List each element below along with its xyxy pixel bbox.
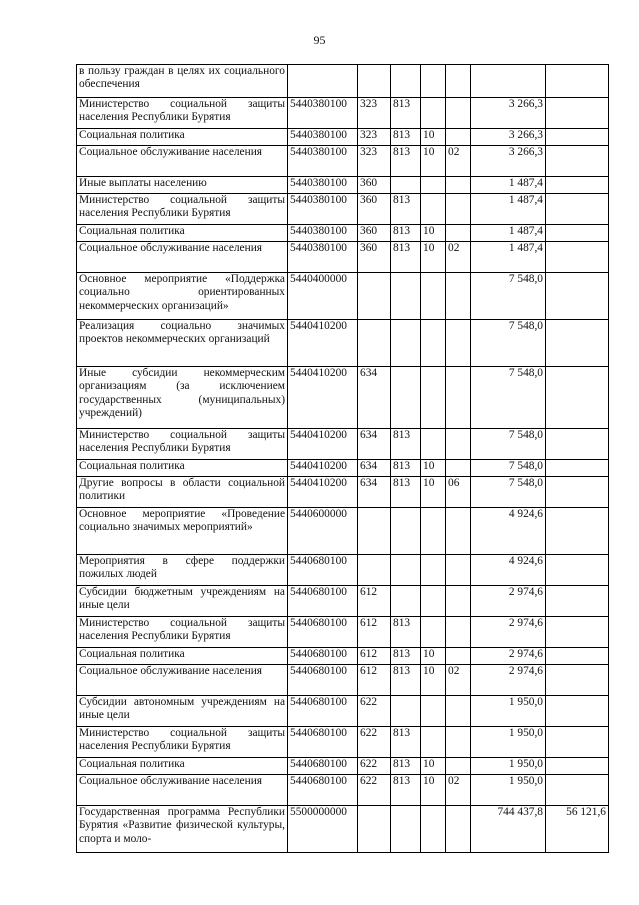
target-article-cell: 5440380100 [288,194,358,225]
ministry-code-cell: 813 [391,429,421,460]
table-row [77,225,609,242]
expense-type-cell: 323 [358,129,391,146]
row-name-cell: Социальное обслуживание населения [77,775,288,806]
row-name-cell: Государственная программа Республики Бурятия «Развитие физической культуры, спорта и моло- [77,806,288,853]
amount-2-cell: 56 121,6 [546,806,609,853]
section-cell: 10 [421,775,446,806]
row-name-cell: Социальная политика [77,129,288,146]
ministry-code-cell: 813 [391,242,421,273]
ministry-code-cell: 813 [391,648,421,665]
expense-type-cell: 634 [358,429,391,460]
section-cell [421,508,446,555]
table-row [77,367,609,429]
target-article-cell: 5440410200 [288,477,358,508]
ministry-code-cell: 813 [391,129,421,146]
target-article-cell: 5440380100 [288,98,358,129]
section-cell [421,98,446,129]
subsection-cell [446,758,471,775]
amount-2-cell [546,727,609,758]
expense-type-cell [358,65,391,98]
row-name-cell: Основное мероприятие «Поддержка социально ориентированных некоммерческих организаций» [77,273,288,320]
expense-type-cell: 323 [358,146,391,177]
section-cell [421,320,446,367]
amount-cell: 1 487,4 [471,177,546,194]
amount-2-cell [546,648,609,665]
target-article-cell: 5440680100 [288,696,358,727]
target-article-cell: 5440600000 [288,508,358,555]
section-cell: 10 [421,129,446,146]
subsection-cell: 02 [446,146,471,177]
target-article-cell: 5440680100 [288,648,358,665]
expense-type-cell: 360 [358,225,391,242]
table-row [77,555,609,586]
subsection-cell: 02 [446,242,471,273]
expense-type-cell [358,273,391,320]
amount-cell: 7 548,0 [471,429,546,460]
target-article-cell: 5440680100 [288,727,358,758]
ministry-code-cell: 813 [391,665,421,696]
table-row [77,696,609,727]
section-cell: 10 [421,477,446,508]
amount-cell: 3 266,3 [471,129,546,146]
row-name-cell: Министерство социальной защиты населения Республики Бурятия [77,727,288,758]
table-row [77,177,609,194]
amount-cell: 1 950,0 [471,758,546,775]
amount-cell: 2 974,6 [471,617,546,648]
table-row [77,617,609,648]
amount-cell: 744 437,8 [471,806,546,853]
target-article-cell: 5440410200 [288,367,358,429]
ministry-code-cell [391,320,421,367]
subsection-cell [446,129,471,146]
expense-type-cell: 360 [358,194,391,225]
subsection-cell [446,648,471,665]
table-row [77,648,609,665]
row-name-cell: Социальная политика [77,225,288,242]
target-article-cell: 5440380100 [288,242,358,273]
table-row [77,194,609,225]
section-cell [421,696,446,727]
section-cell [421,429,446,460]
table-row [77,508,609,555]
subsection-cell: 02 [446,665,471,696]
amount-cell: 4 924,6 [471,555,546,586]
ministry-code-cell [391,586,421,617]
table-row [77,429,609,460]
amount-2-cell [546,177,609,194]
amount-2-cell [546,273,609,320]
target-article-cell: 5440680100 [288,555,358,586]
expense-type-cell: 634 [358,477,391,508]
table-row [77,320,609,367]
table-row [77,65,609,98]
expense-type-cell: 612 [358,617,391,648]
amount-cell: 7 548,0 [471,273,546,320]
target-article-cell: 5440380100 [288,225,358,242]
row-name-cell: Иные выплаты населению [77,177,288,194]
subsection-cell [446,65,471,98]
section-cell [421,586,446,617]
target-article-cell: 5440680100 [288,617,358,648]
amount-2-cell [546,758,609,775]
amount-2-cell [546,696,609,727]
row-name-cell: Мероприятия в сфере поддержки пожилых людей [77,555,288,586]
row-name-cell: Министерство социальной защиты населения Республики Бурятия [77,194,288,225]
subsection-cell [446,586,471,617]
table-row [77,129,609,146]
amount-2-cell [546,586,609,617]
amount-2-cell [546,477,609,508]
target-article-cell: 5500000000 [288,806,358,853]
expense-type-cell: 634 [358,460,391,477]
amount-cell: 7 548,0 [471,367,546,429]
expense-type-cell [358,320,391,367]
table-row [77,98,609,129]
target-article-cell: 5440410200 [288,429,358,460]
subsection-cell [446,727,471,758]
expense-type-cell: 622 [358,727,391,758]
section-cell: 10 [421,146,446,177]
amount-cell: 1 487,4 [471,225,546,242]
section-cell [421,367,446,429]
table-row [77,460,609,477]
row-name-cell: Реализация социально значимых проектов некоммерческих организаций [77,320,288,367]
amount-cell [471,65,546,98]
amount-2-cell [546,146,609,177]
subsection-cell [446,460,471,477]
amount-2-cell [546,508,609,555]
target-article-cell [288,65,358,98]
section-cell: 10 [421,460,446,477]
section-cell [421,727,446,758]
target-article-cell: 5440380100 [288,146,358,177]
section-cell: 10 [421,665,446,696]
expense-type-cell: 622 [358,775,391,806]
section-cell: 10 [421,648,446,665]
page-number: 95 [313,33,326,47]
ministry-code-cell [391,555,421,586]
section-cell [421,273,446,320]
expense-type-cell: 634 [358,367,391,429]
table-row [77,727,609,758]
subsection-cell [446,508,471,555]
row-name-cell: Социальная политика [77,758,288,775]
expense-type-cell: 323 [358,98,391,129]
subsection-cell [446,194,471,225]
table-row [77,242,609,273]
amount-2-cell [546,367,609,429]
expense-type-cell: 360 [358,242,391,273]
ministry-code-cell: 813 [391,758,421,775]
row-name-cell: Другие вопросы в области социальной политики [77,477,288,508]
target-article-cell: 5440400000 [288,273,358,320]
ministry-code-cell: 813 [391,225,421,242]
amount-cell: 1 487,4 [471,194,546,225]
subsection-cell [446,273,471,320]
expense-type-cell [358,806,391,853]
amount-2-cell [546,98,609,129]
row-name-cell: Социальная политика [77,460,288,477]
expense-type-cell: 622 [358,696,391,727]
ministry-code-cell: 813 [391,727,421,758]
amount-2-cell [546,460,609,477]
amount-2-cell [546,65,609,98]
table-row [77,758,609,775]
amount-2-cell [546,665,609,696]
amount-cell: 7 548,0 [471,320,546,367]
section-cell: 10 [421,242,446,273]
row-name-cell: Основное мероприятие «Проведение социально значимых мероприятий» [77,508,288,555]
row-name-cell: в пользу граждан в целях их социального обеспечения [77,65,288,98]
expense-type-cell: 360 [358,177,391,194]
amount-cell: 4 924,6 [471,508,546,555]
expense-type-cell: 622 [358,758,391,775]
subsection-cell [446,806,471,853]
subsection-cell: 06 [446,477,471,508]
target-article-cell: 5440410200 [288,460,358,477]
amount-2-cell [546,194,609,225]
subsection-cell [446,98,471,129]
table-row [77,775,609,806]
row-name-cell: Иные субсидии некоммерческим организациям (за исключением государственных (муниципальных) учреждений) [77,367,288,429]
amount-2-cell [546,225,609,242]
ministry-code-cell: 813 [391,460,421,477]
section-cell [421,194,446,225]
ministry-code-cell [391,508,421,555]
target-article-cell: 5440680100 [288,665,358,696]
amount-cell: 2 974,6 [471,648,546,665]
row-name-cell: Министерство социальной защиты населения Республики Бурятия [77,617,288,648]
row-name-cell: Социальное обслуживание населения [77,146,288,177]
row-name-cell: Субсидии бюджетным учреждениям на иные цели [77,586,288,617]
amount-2-cell [546,555,609,586]
amount-2-cell [546,429,609,460]
subsection-cell [446,555,471,586]
target-article-cell: 5440410200 [288,320,358,367]
amount-2-cell [546,617,609,648]
expense-type-cell: 612 [358,665,391,696]
subsection-cell [446,225,471,242]
row-name-cell: Министерство социальной защиты населения Республики Бурятия [77,98,288,129]
table-row [77,146,609,177]
table-row [77,665,609,696]
amount-cell: 7 548,0 [471,477,546,508]
ministry-code-cell [391,177,421,194]
row-name-cell: Субсидии автономным учреждениям на иные цели [77,696,288,727]
subsection-cell [446,320,471,367]
target-article-cell: 5440380100 [288,177,358,194]
ministry-code-cell: 813 [391,477,421,508]
subsection-cell [446,429,471,460]
ministry-code-cell: 813 [391,146,421,177]
ministry-code-cell [391,696,421,727]
amount-cell: 7 548,0 [471,460,546,477]
target-article-cell: 5440680100 [288,775,358,806]
section-cell [421,177,446,194]
ministry-code-cell [391,367,421,429]
expense-type-cell: 612 [358,586,391,617]
ministry-code-cell: 813 [391,775,421,806]
amount-2-cell [546,129,609,146]
target-article-cell: 5440380100 [288,129,358,146]
amount-2-cell [546,775,609,806]
subsection-cell: 02 [446,775,471,806]
row-name-cell: Министерство социальной защиты населения Республики Бурятия [77,429,288,460]
subsection-cell [446,367,471,429]
row-name-cell: Социальное обслуживание населения [77,665,288,696]
amount-2-cell [546,242,609,273]
target-article-cell: 5440680100 [288,586,358,617]
section-cell: 10 [421,225,446,242]
section-cell: 10 [421,758,446,775]
subsection-cell [446,617,471,648]
expense-type-cell: 612 [358,648,391,665]
row-name-cell: Социальное обслуживание населения [77,242,288,273]
section-cell [421,806,446,853]
section-cell [421,65,446,98]
table-row [77,806,609,853]
section-cell [421,555,446,586]
row-name-cell: Социальная политика [77,648,288,665]
amount-cell: 3 266,3 [471,98,546,129]
section-cell [421,617,446,648]
expense-type-cell [358,555,391,586]
table-row [77,477,609,508]
ministry-code-cell [391,806,421,853]
table-row [77,586,609,617]
table-body [77,65,609,853]
amount-cell: 1 950,0 [471,727,546,758]
expense-type-cell [358,508,391,555]
amount-cell: 1 950,0 [471,696,546,727]
amount-cell: 3 266,3 [471,146,546,177]
amount-cell: 1 950,0 [471,775,546,806]
amount-cell: 2 974,6 [471,665,546,696]
amount-cell: 2 974,6 [471,586,546,617]
amount-2-cell [546,320,609,367]
budget-table [76,64,609,853]
amount-cell: 1 487,4 [471,242,546,273]
ministry-code-cell [391,65,421,98]
ministry-code-cell: 813 [391,194,421,225]
target-article-cell: 5440680100 [288,758,358,775]
ministry-code-cell [391,273,421,320]
subsection-cell [446,177,471,194]
table-row [77,273,609,320]
ministry-code-cell: 813 [391,617,421,648]
ministry-code-cell: 813 [391,98,421,129]
subsection-cell [446,696,471,727]
